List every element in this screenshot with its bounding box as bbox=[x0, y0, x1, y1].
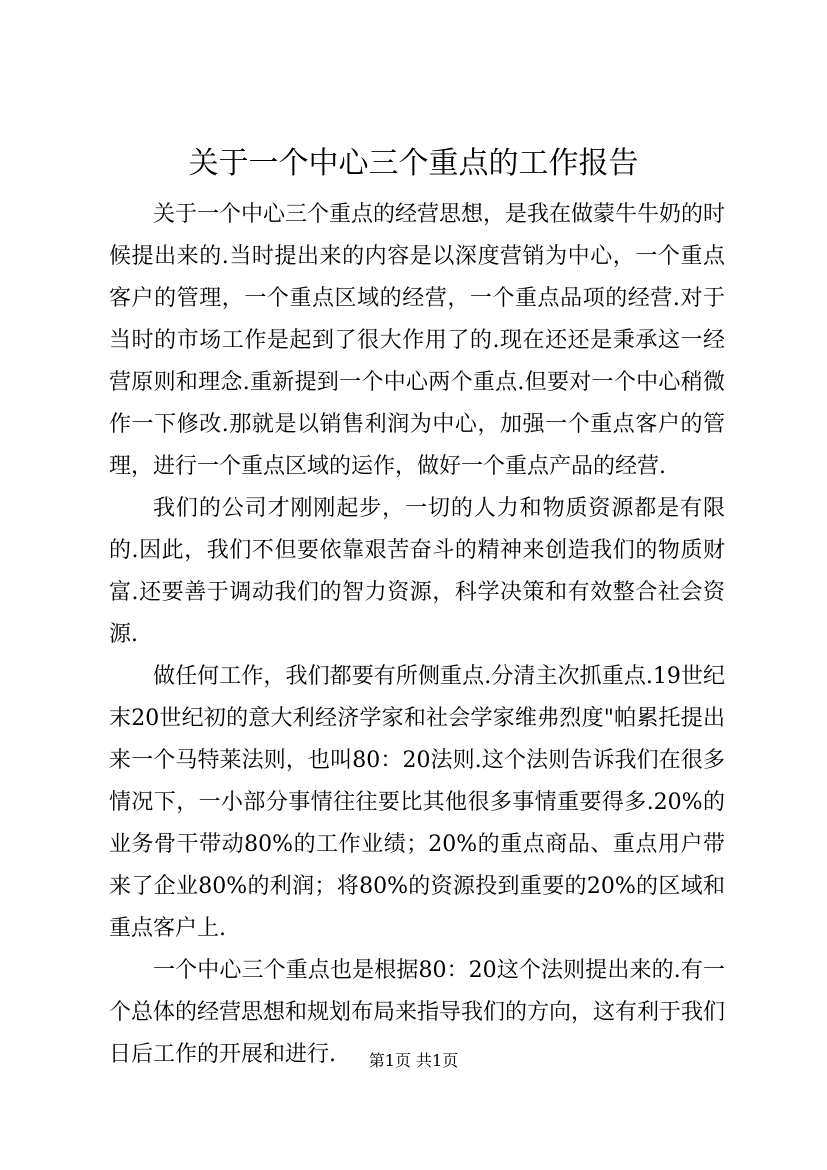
page-number-footer: 第1页 共1页 bbox=[368, 1051, 459, 1070]
paragraph-3: 做任何工作，我们都要有所侧重点.分清主次抓重点.19世纪末20世纪初的意大利经济学家和社会学家维弗烈度"帕累托提出来一个马特莱法则，也叫80：20法则.这个法则告诉我们在很多情况下，一小部分事情往往要比其他很多事情重要得多.20%的业务骨干带动80%的工作业绩；20%的重点商品、重点用户带来了企业80%的利润；将80%的资源投到重要的20%的区域和重点客户上. bbox=[109, 664, 725, 941]
document-title: 关于一个中心三个重点的工作报告 bbox=[188, 146, 639, 181]
paragraph-1: 关于一个中心三个重点的经营思想，是我在做蒙牛牛奶的时候提出来的.当时提出来的内容是以深度营销为中心，一个重点客户的管理，一个重点区域的经营，一个重点品项的经营.对于当时的市场工作是起到了很大作用了的.现在还还是秉承这一经营原则和理念.重新提到一个中心两个重点.但要对一个中心稍微作一下修改.那就是以销售利润为中心，加强一个重点客户的管理，进行一个重点区域的运作，做好一个重点产品的经营. bbox=[109, 202, 726, 479]
paragraph-4: 一个中心三个重点也是根据80：20这个法则提出来的.有一个总体的经营思想和规划布局来指导我们的方向，这有利于我们日后工作的开展和进行. bbox=[109, 958, 726, 1067]
paragraph-2: 我们的公司才刚刚起步，一切的人力和物质资源都是有限的.因此，我们不但要依靠艰苦奋斗的精神来创造我们的物质财富.还要善于调动我们的智力资源，科学决策和有效整合社会资源. bbox=[109, 496, 725, 647]
document-body bbox=[109, 194, 725, 1076]
